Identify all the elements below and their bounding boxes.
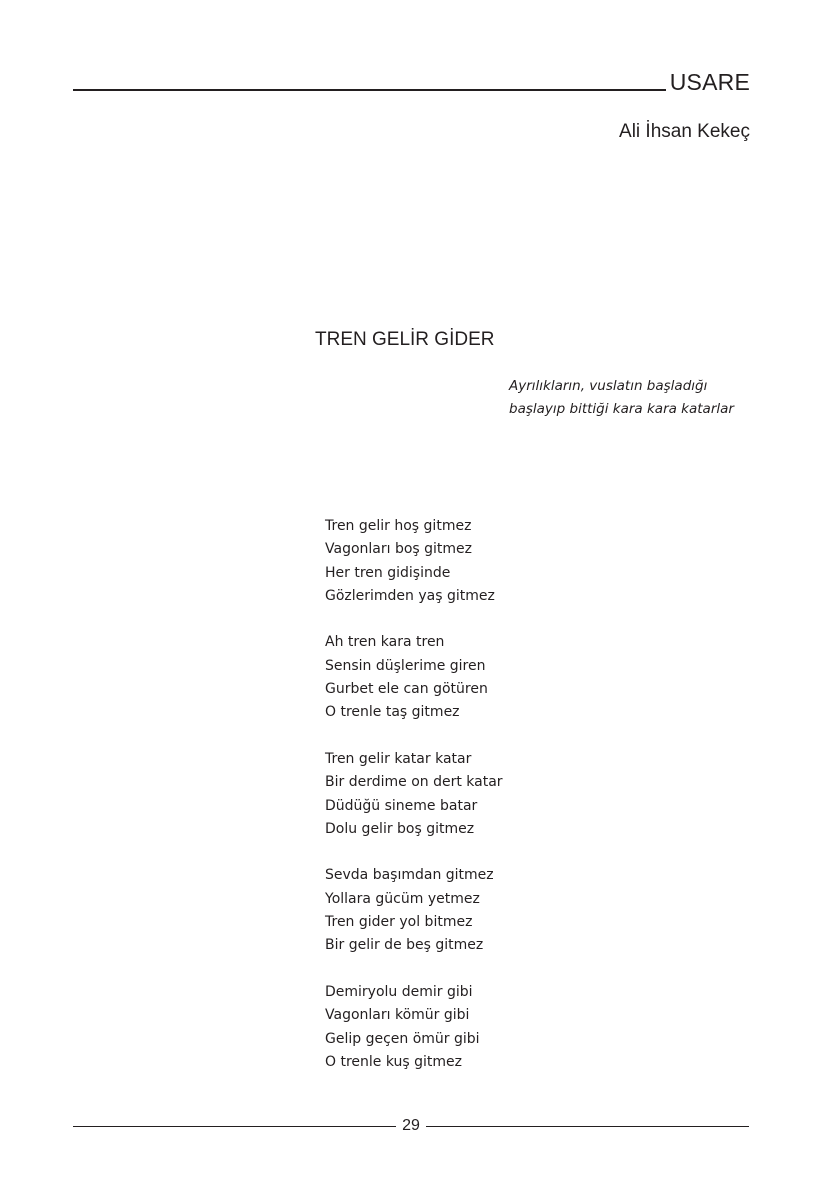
epigraph: [509, 375, 734, 421]
verse-line: Demiryolu demir gibi: [325, 983, 473, 1000]
stanza-4: [325, 864, 503, 957]
verse-line: Vagonları boş gitmez: [325, 541, 473, 558]
verse-line: Ah tren kara tren: [325, 634, 445, 651]
footer-rule-left: [73, 1126, 396, 1127]
verse-line: Gelip geçen ömür gibi: [325, 1030, 480, 1047]
footer-rule-right: [426, 1126, 749, 1127]
author-name: Ali İhsan Kekeç: [619, 121, 750, 142]
epigraph-line: Ayrılıkların, vuslatın başladığı: [509, 378, 708, 394]
verse-line: Tren gelir hoş gitmez: [325, 518, 472, 534]
verse-line: O trenle kuş gitmez: [325, 1053, 463, 1070]
header-rule: [73, 89, 666, 91]
stanza-3: [325, 748, 503, 841]
stanza-2: [325, 631, 503, 724]
poem-title: TREN GELİR GİDER: [315, 329, 495, 350]
verse-line: Dolu gelir boş gitmez: [325, 820, 475, 837]
verse-line: O trenle taş gitmez: [325, 704, 460, 721]
verse-line: Sevda başımdan gitmez: [325, 867, 494, 884]
verse-line: Gözlerimden yaş gitmez: [325, 587, 495, 604]
journal-name: USARE: [669, 69, 750, 95]
stanza-5: [325, 981, 503, 1074]
verse-line: Her tren gidişinde: [325, 564, 451, 581]
verse-line: Tren gelir katar katar: [325, 750, 472, 767]
verse-line: Vagonları kömür gibi: [325, 1007, 470, 1024]
verse-line: Düdüğü sineme batar: [325, 797, 478, 814]
poem-body: [325, 515, 503, 1074]
stanza-1: [325, 515, 503, 608]
verse-line: Gurbet ele can götüren: [325, 681, 488, 698]
verse-line: Tren gider yol bitmez: [325, 914, 473, 931]
verse-line: Sensin düşlerime giren: [325, 657, 486, 674]
verse-line: Bir derdime on dert katar: [325, 774, 503, 791]
verse-line: Bir gelir de beş gitmez: [325, 937, 484, 954]
page-number: 29: [402, 1117, 420, 1134]
epigraph-line: başlayıp bittiği kara kara katarlar: [509, 401, 734, 417]
verse-line: Yollara gücüm yetmez: [325, 890, 480, 907]
